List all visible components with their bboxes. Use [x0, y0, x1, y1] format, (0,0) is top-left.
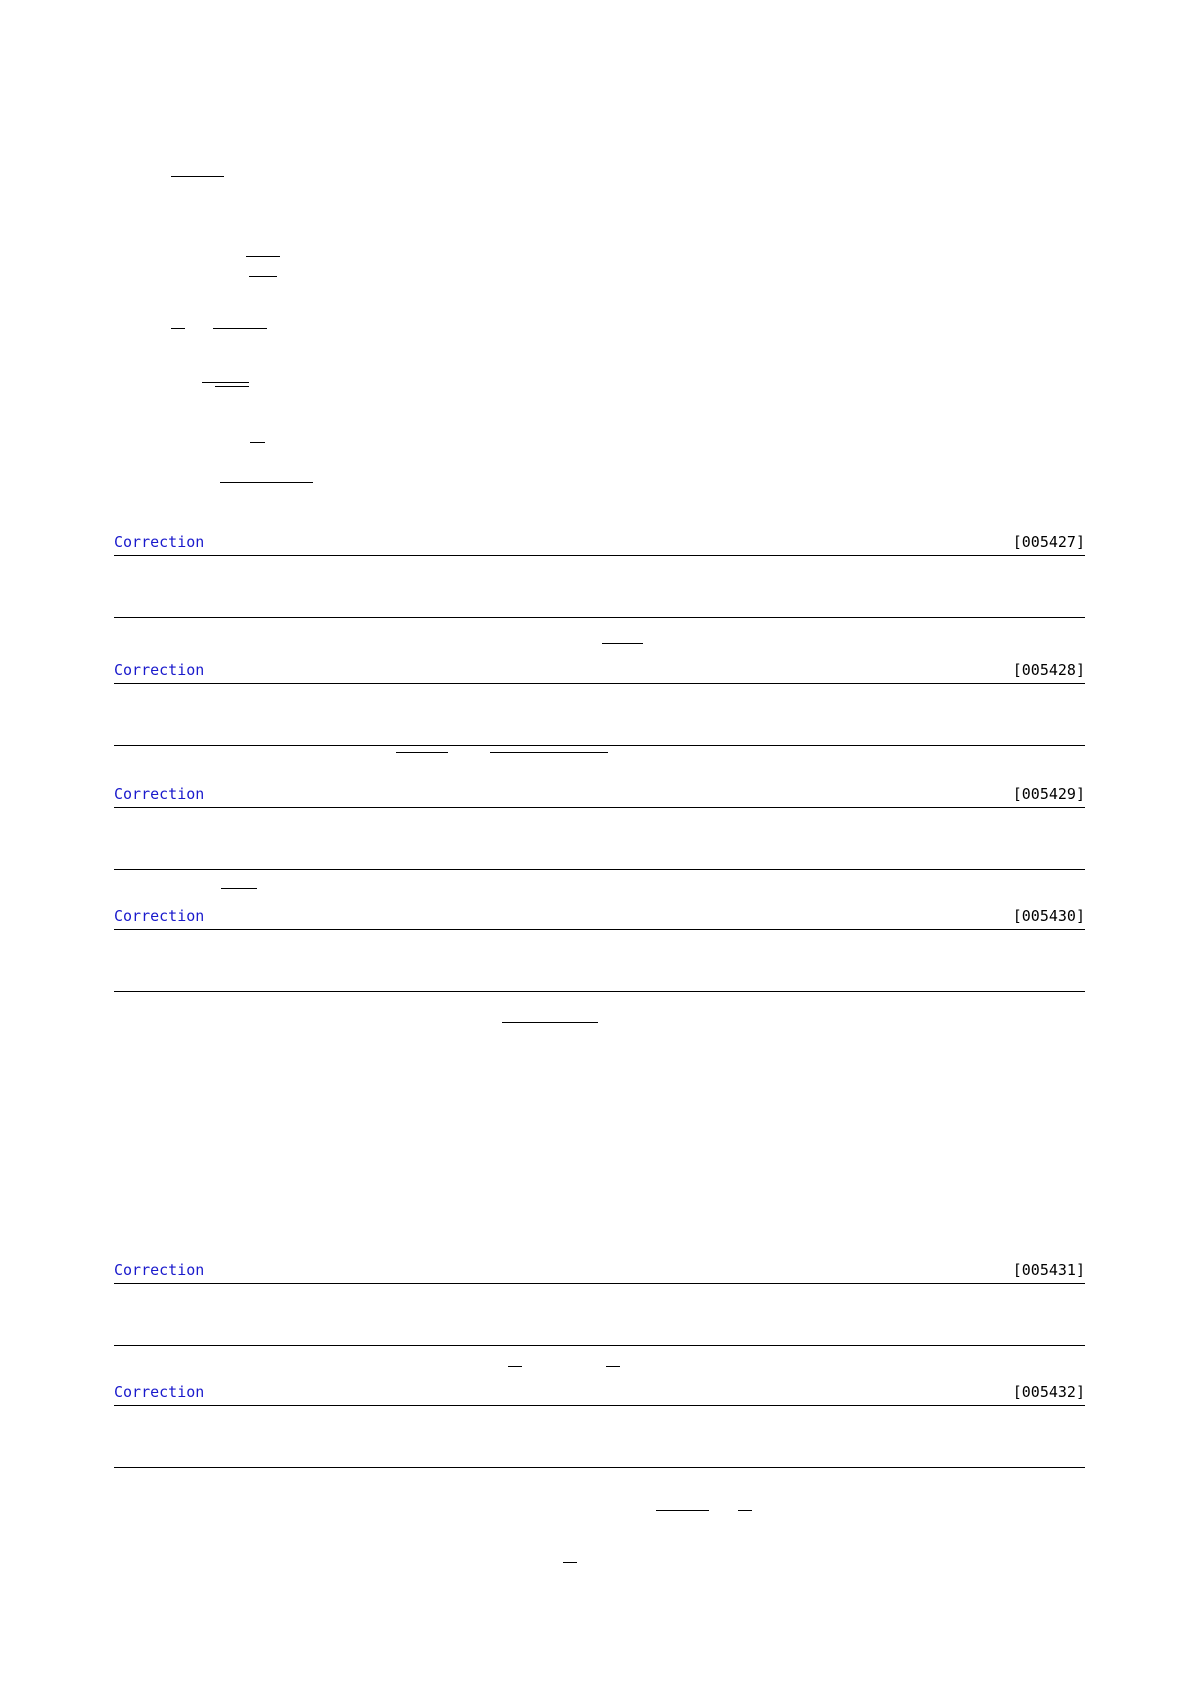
fraction-bar [215, 386, 249, 387]
correction-top-rule [114, 555, 1085, 556]
correction-bottom-rule [114, 745, 1085, 746]
fraction-bar [249, 276, 277, 277]
correction-link[interactable]: Correction [114, 533, 205, 551]
correction-link[interactable]: Correction [114, 907, 205, 925]
fraction-bar [563, 1562, 577, 1563]
correction-top-rule [114, 1405, 1085, 1406]
correction-link[interactable]: Correction [114, 1383, 205, 1401]
correction-top-rule [114, 929, 1085, 930]
fraction-bar [738, 1510, 752, 1511]
correction-top-rule [114, 807, 1085, 808]
fraction-bar [508, 1366, 522, 1367]
correction-id: [005430] [1012, 907, 1085, 925]
correction-bottom-rule [114, 1345, 1085, 1346]
fraction-bar [396, 752, 448, 753]
correction-link[interactable]: Correction [114, 661, 205, 679]
fraction-bar [490, 752, 608, 753]
correction-bottom-rule [114, 869, 1085, 870]
correction-top-rule [114, 683, 1085, 684]
correction-top-rule [114, 1283, 1085, 1284]
fraction-bar [250, 442, 265, 443]
fraction-bar [220, 482, 313, 483]
fraction-bar [213, 328, 267, 329]
fraction-bar [171, 328, 185, 329]
fraction-bar [246, 256, 280, 257]
fraction-bar [221, 888, 257, 889]
fraction-bar [202, 382, 249, 383]
correction-id: [005432] [1012, 1383, 1085, 1401]
correction-bottom-rule [114, 1467, 1085, 1468]
fraction-bar [602, 643, 643, 644]
fraction-bar [171, 176, 224, 177]
correction-id: [005429] [1012, 785, 1085, 803]
fraction-bar [502, 1022, 598, 1023]
correction-bottom-rule [114, 991, 1085, 992]
correction-id: [005431] [1012, 1261, 1085, 1279]
correction-link[interactable]: Correction [114, 785, 205, 803]
fraction-bar [606, 1366, 620, 1367]
correction-id: [005427] [1012, 533, 1085, 551]
correction-id: [005428] [1012, 661, 1085, 679]
correction-link[interactable]: Correction [114, 1261, 205, 1279]
correction-bottom-rule [114, 617, 1085, 618]
fraction-bar [656, 1510, 709, 1511]
